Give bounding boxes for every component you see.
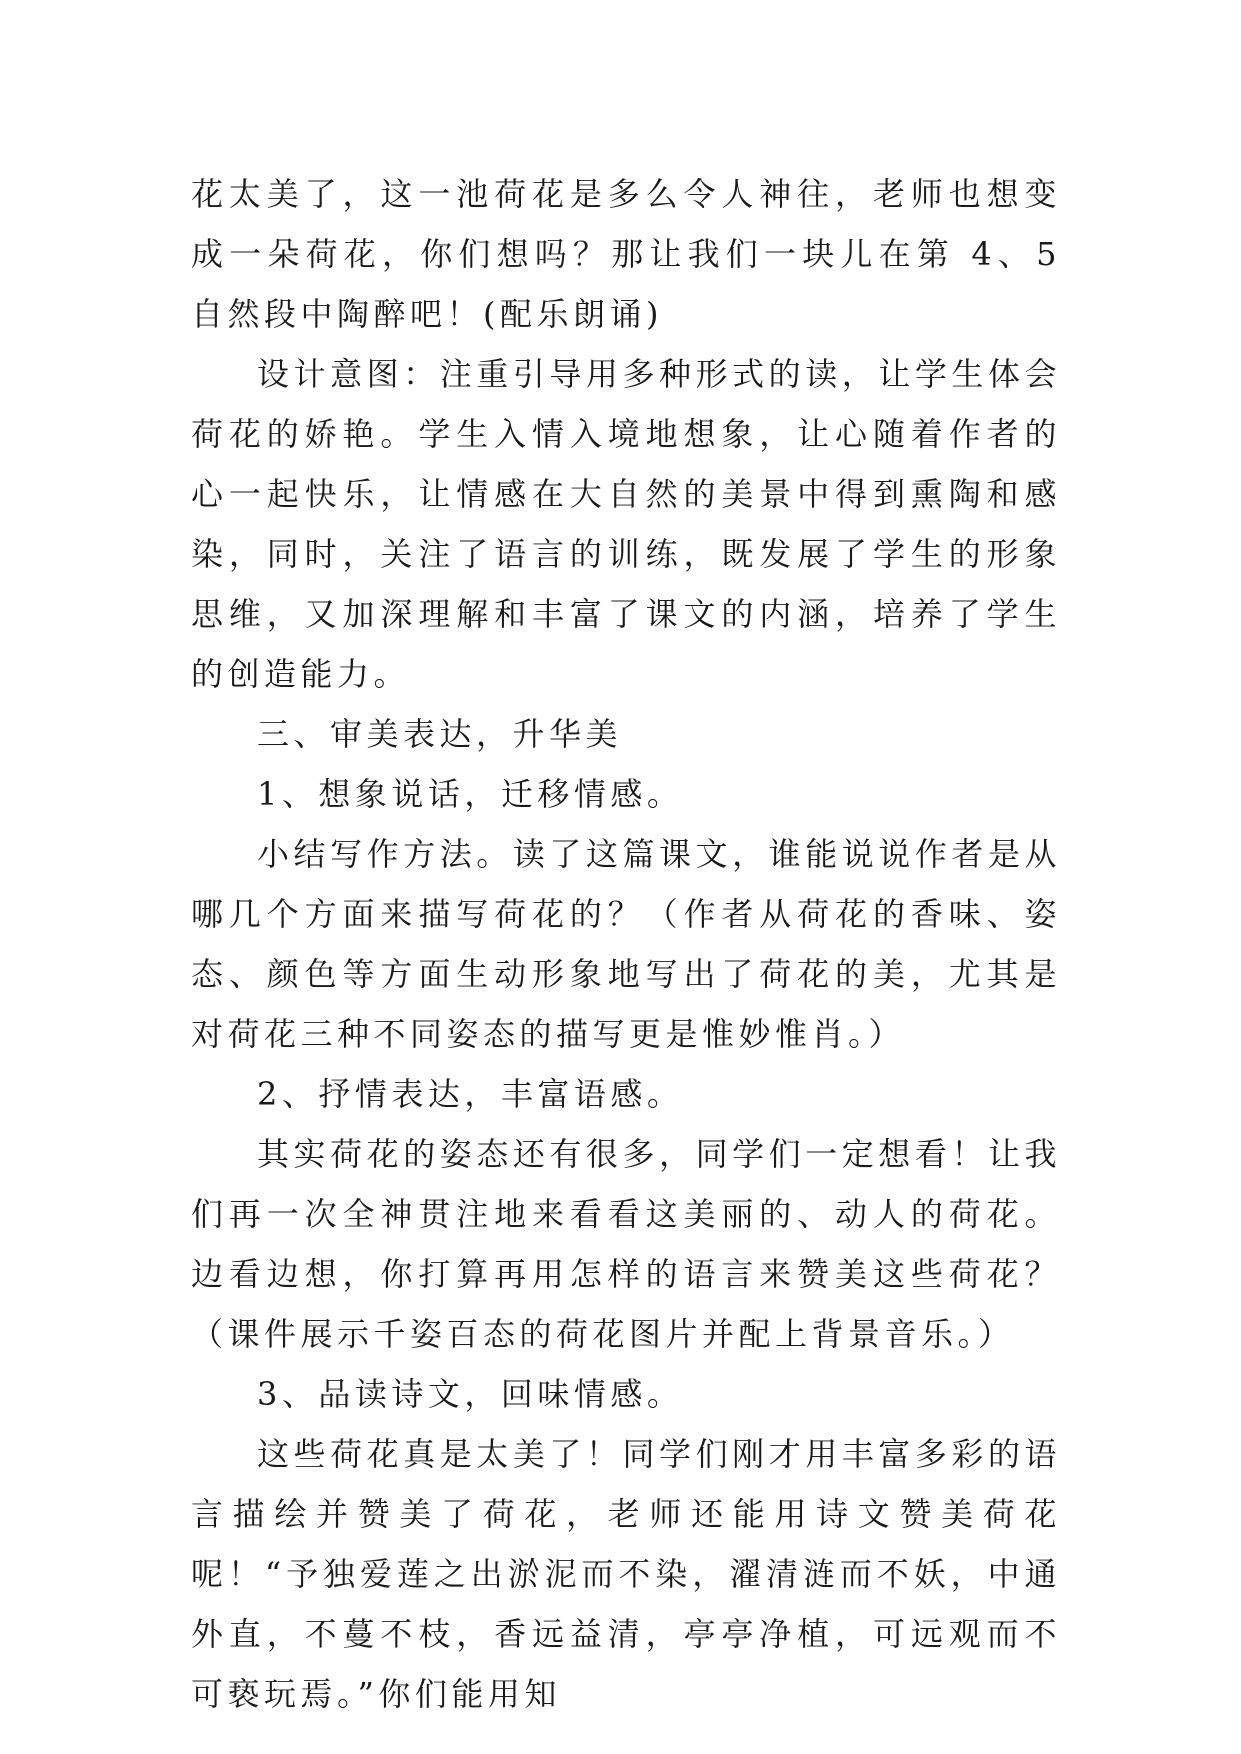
step-heading-imagine-speak: 1、想象说话，迁移情感。	[257, 775, 684, 813]
paragraph-poetry-quote: 这些荷花真是太美了！同学们刚才用丰富多彩的语言描绘并赞美了荷花，老师还能用诗文赞美荷花呢！“予独爱莲之出淤泥而不染，濯清涟而不妖，中通外直，不蔓不枝，香远益清，亭亭净植，可远观而不可亵玩焉。”你们能用知	[191, 1435, 1061, 1713]
step-heading-lyrical-expression: 2、抒情表达，丰富语感。	[257, 1075, 684, 1113]
paragraph-writing-method-summary: 小结写作方法。读了这篇课文，谁能说说作者是从哪几个方面来描写荷花的？（作者从荷花的香味、姿态、颜色等方面生动形象地写出了荷花的美，尤其是对荷花三种不同姿态的描写更是惟妙惟肖。）	[191, 835, 1061, 1053]
paragraph-design-intent: 设计意图：注重引导用多种形式的读，让学生体会荷花的娇艳。学生入情入境地想象，让心随着作者的心一起快乐，让情感在大自然的美景中得到熏陶和感染，同时，关注了语言的训练，既发展了学生的形象思维，又加深理解和丰富了课文的内涵，培养了学生的创造能力。	[191, 355, 1061, 693]
paragraph-intro-continuation: 花太美了，这一池荷花是多么令人神往，老师也想变成一朵荷花，你们想吗？那让我们一块儿在第 4、5 自然段中陶醉吧！(配乐朗诵)	[191, 175, 1061, 333]
step-heading-read-poetry: 3、品读诗文，回味情感。	[257, 1375, 684, 1413]
document-page	[191, 164, 1061, 1724]
section-heading-aesthetic-expression: 三、审美表达，升华美	[257, 715, 623, 753]
paragraph-lotus-postures: 其实荷花的姿态还有很多，同学们一定想看！让我们再一次全神贯注地来看看这美丽的、动人的荷花。边看边想，你打算再用怎样的语言来赞美这些荷花？（课件展示千姿百态的荷花图片并配上背景音乐。）	[191, 1135, 1061, 1353]
